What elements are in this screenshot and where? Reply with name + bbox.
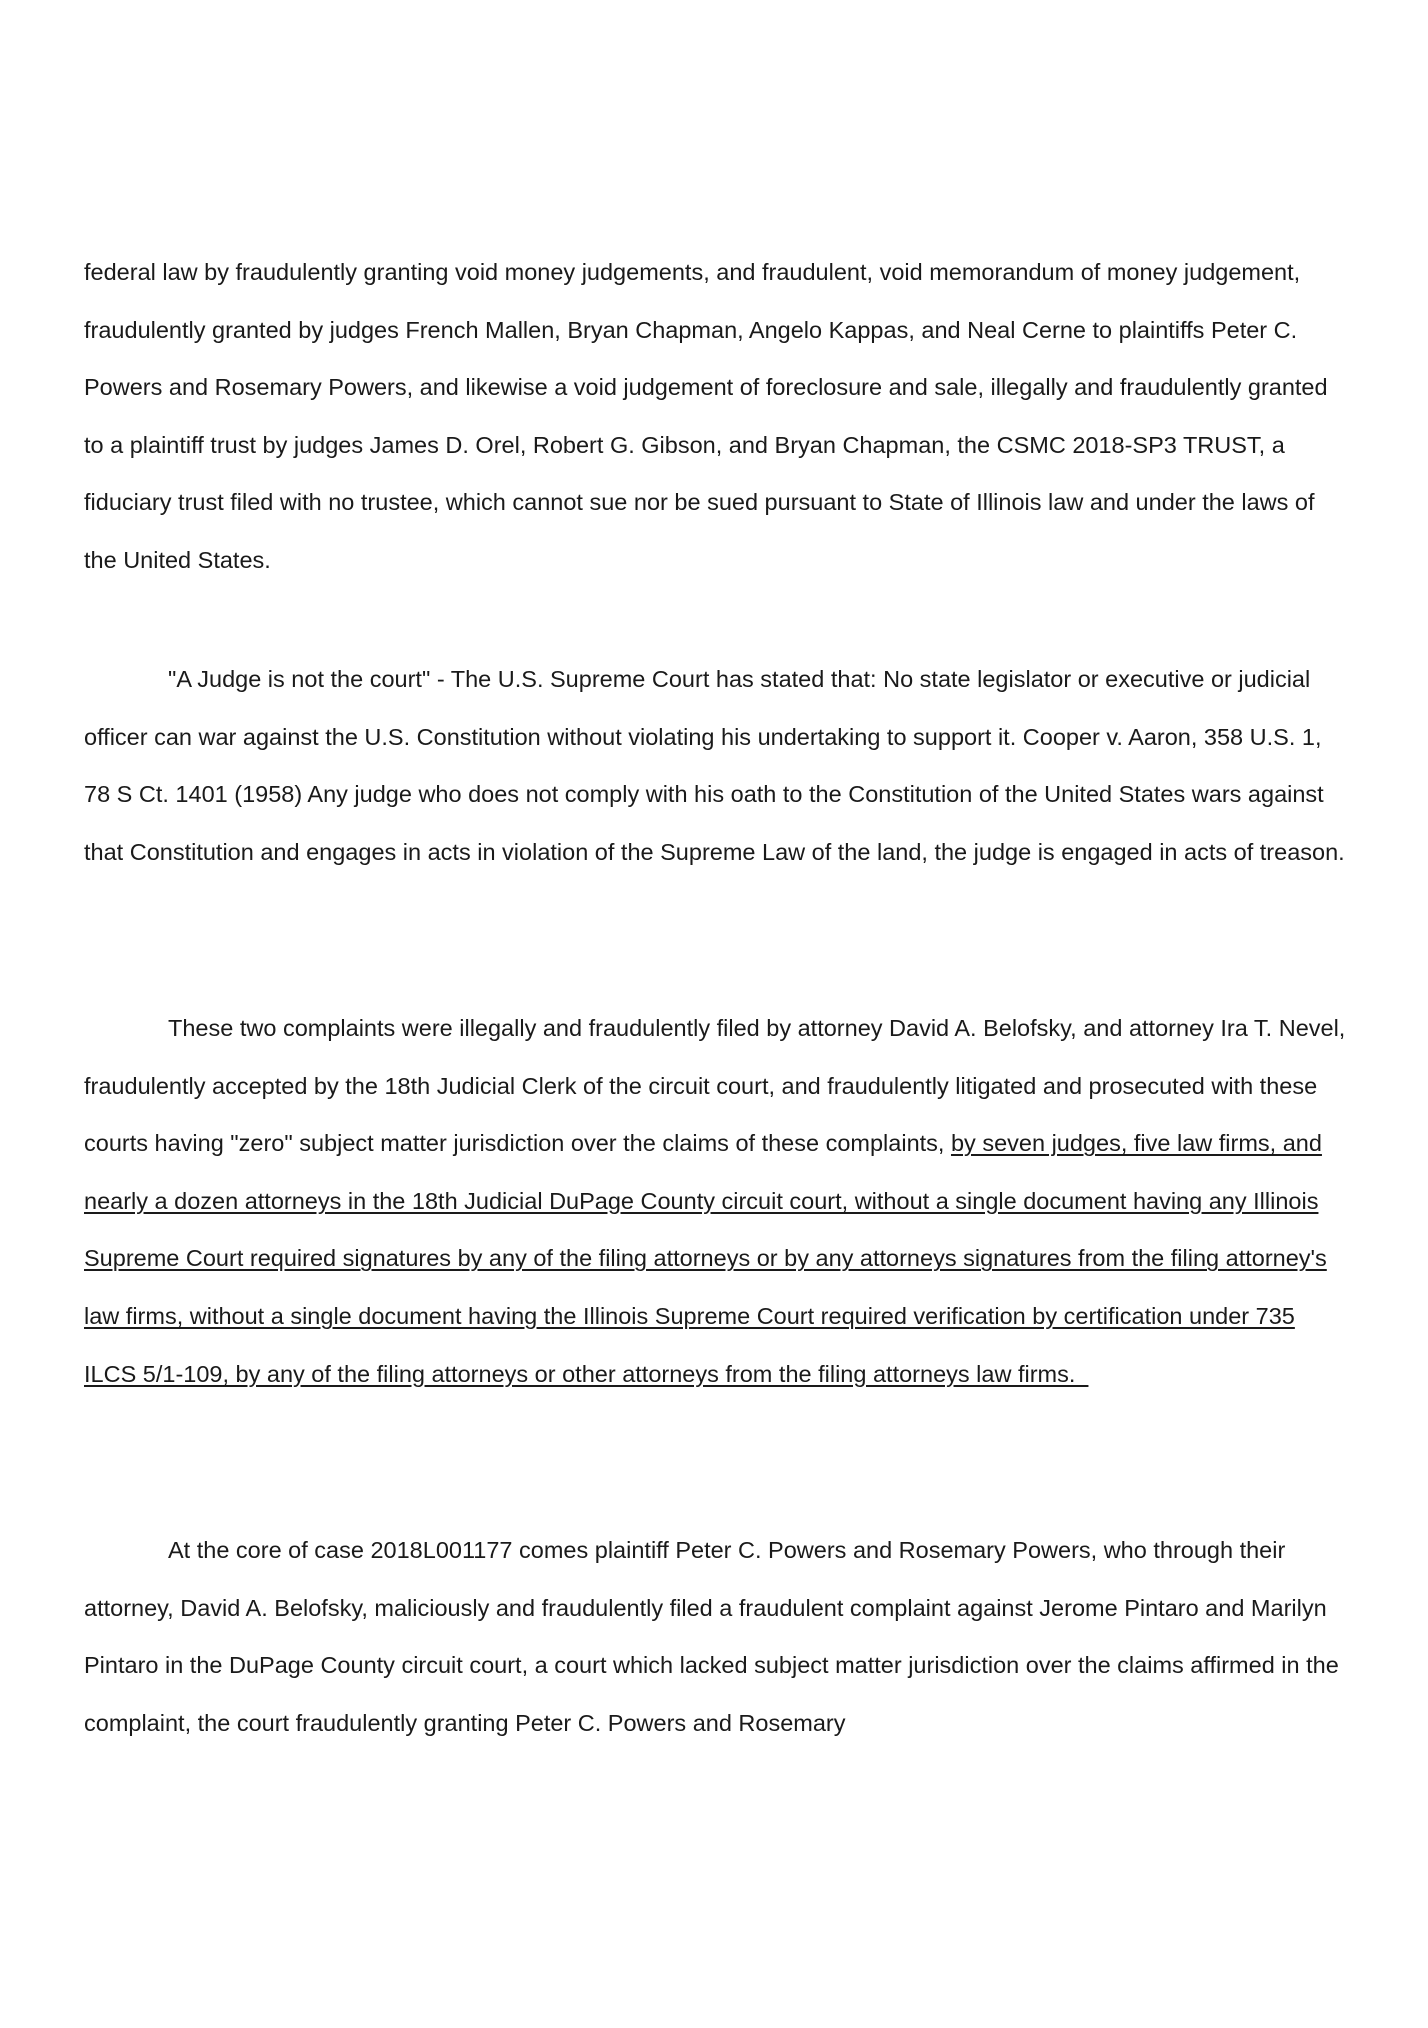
paragraph-core-of-case: At the core of case 2018L001177 comes plaintiff Peter C. Powers and Rosemary Powers, who through their attorney, David A. Belofsky, maliciously and fraudulently filed a fraudulent complaint against Jerome Pintaro and Marilyn Pintaro in the DuPage County circuit court, a court which lacked subject matter jurisdiction over the claims affirmed in the complaint, the court fraudulently granting Peter C. Powers and Rosemary xyxy=(84,1537,1339,1736)
paragraph-two-complaints-text: These two complaints were illegally and fraudulently filed by attorney David A. Belofsky, and attorney Ira T. Nevel, fraudulently accepted by the 18th Judicial Clerk of the circuit court, and fraudulently litigated and prosecuted with these courts having "zero" subject matter jurisdiction over the claims of these complaints, xyxy=(84,1015,1346,1157)
paragraph-two-complaints xyxy=(84,1000,1352,1403)
paragraph-federal-law: federal law by fraudulently granting void money judgements, and fraudulent, void memorandum of money judgement, fraudulently granted by judges French Mallen, Bryan Chapman, Angelo Kappas, and Neal Cerne to plaintiffs Peter C. Powers and Rosemary Powers, and likewise a void judgement of foreclosure and sale, illegally and fraudulently granted to a plaintiff trust by judges James D. Orel, Robert G. Gibson, and Bryan Chapman, the CSMC 2018-SP3 TRUST, a fiduciary trust filed with no trustee, which cannot sue nor be sued pursuant to State of Illinois law and under the laws of the United States. xyxy=(84,259,1328,573)
underlined-passage: by seven judges, five law firms, and nearly a dozen attorneys in the 18th Judicial DuPage County circuit court, without a single document having any Illinois Supreme Court required signatures by any of the filing attorneys or by any attorneys signatures from the filing attorney's law firms, without a single document having the Illinois Supreme Court required verification by certification under 735 ILCS 5/1-109, by any of the filing attorneys or other attorneys from the filing attorneys law firms. xyxy=(84,1130,1327,1387)
paragraph-judge-not-court: "A Judge is not the court" - The U.S. Supreme Court has stated that: No state legislator or executive or judicial officer can war against the U.S. Constitution without violating his undertaking to support it. Cooper v. Aaron, 358 U.S. 1, 78 S Ct. 1401 (1958) Any judge who does not comply with his oath to the Constitution of the United States wars against that Constitution and engages in acts in violation of the Supreme Law of the land, the judge is engaged in acts of treason. xyxy=(84,666,1345,865)
